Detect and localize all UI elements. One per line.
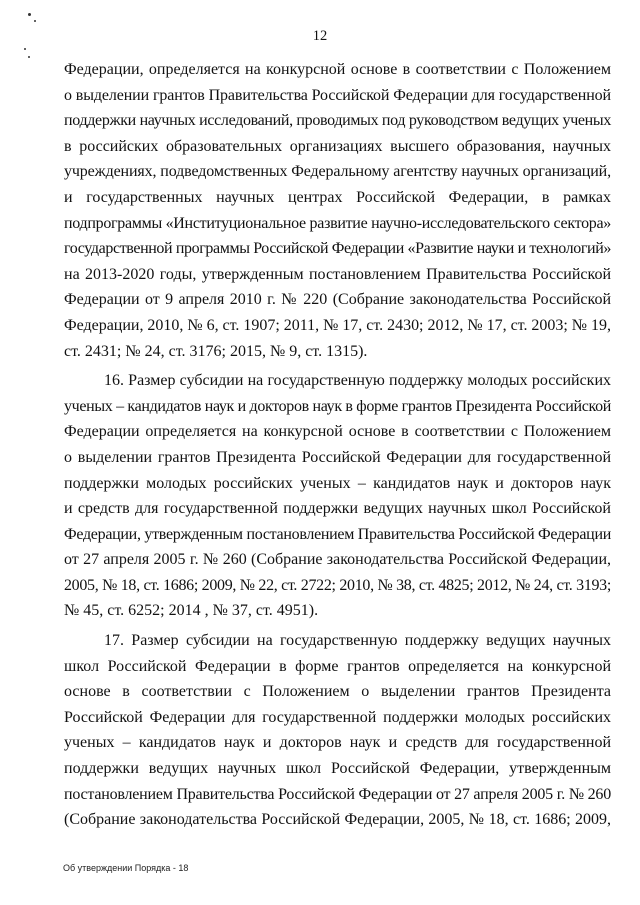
text-line: 16. Размер субсидии на государственную поддержку молодых российских: [104, 372, 611, 390]
text-line: Федерации от 9 апреля 2010 г. № 220 (Собрание законодательства Российской: [64, 291, 611, 309]
scan-speck-4: [28, 56, 30, 58]
text-line: в российских образовательных организациях высшего образования, научных: [64, 137, 611, 155]
text-line: Федерации определяется на конкурсной основе в соответствии с Положением: [64, 423, 611, 441]
text-line: ст. 2431; № 24, ст. 3176; 2015, № 9, ст. 1315).: [64, 342, 368, 360]
text-line: 17. Размер субсидии на государственную поддержку ведущих научных: [104, 632, 611, 650]
page-number: 12: [312, 28, 328, 44]
text-line: и средств для государственной поддержки ведущих научных школ Российской: [64, 500, 611, 518]
text-line: и государственных научных центрах Российской Федерации, в рамках: [64, 188, 611, 206]
scan-speck-1: [28, 13, 31, 16]
text-line: постановлением Правительства Российской Федерации от 27 апреля 2005 г. № 260: [64, 785, 612, 803]
text-line: на 2013-2020 годы, утвержденным постановлением Правительства Российской: [64, 265, 611, 283]
text-line: Федерации, определяется на конкурсной основе в соответствии с Положением: [64, 61, 611, 78]
scan-speck-3: [24, 48, 26, 50]
text-line: поддержки научных исследований, проводимых под руководством ведущих ученых: [64, 112, 612, 130]
text-line: подпрограммы «Институциональное развитие научно-исследовательского сектора»: [64, 214, 611, 232]
text-line: основе в соответствии с Положением о выделении грантов Президента: [64, 683, 611, 701]
text-line: поддержки молодых российских ученых – кандидатов наук и докторов наук: [64, 474, 611, 492]
text-line: Российской Федерации для государственной поддержки молодых российских: [64, 708, 611, 726]
text-line: ученых – кандидатов наук и докторов наук и средств для государственной: [64, 734, 611, 752]
text-line: поддержки ведущих научных школ Российской Федерации, утвержденным: [64, 760, 611, 778]
text-line: школ Российской Федерации в форме грантов определяется на конкурсной: [64, 657, 611, 675]
scan-speck-2: [34, 20, 36, 22]
text-line: Федерации, 2010, № 6, ст. 1907; 2011, № 17, ст. 2430; 2012, № 17, ст. 2003; № 19,: [64, 316, 611, 334]
paragraph-17: [64, 628, 611, 833]
text-line: (Собрание законодательства Российской Федерации, 2005, № 18, ст. 1686; 2009,: [64, 811, 611, 829]
paragraph-continuation: [64, 57, 611, 364]
document-body: [64, 57, 611, 833]
text-line: 2005, № 18, ст. 1686; 2009, № 22, ст. 2722; 2010, № 38, ст. 4825; 2012, № 24, ст. 3193;: [64, 576, 612, 594]
text-line: государственной программы Российской Федерации «Развитие науки и технологий»: [64, 240, 612, 258]
text-line: № 45, ст. 6252; 2014 , № 37, ст. 4951).: [64, 602, 319, 620]
text-line: Федерации, утвержденным постановлением Правительства Российской Федерации: [64, 525, 611, 543]
text-line: от 27 апреля 2005 г. № 260 (Собрание законодательства Российской Федерации,: [64, 551, 611, 569]
text-line: ученых – кандидатов наук и докторов наук в форме грантов Президента Российской: [64, 397, 611, 415]
text-line: о выделении грантов Правительства Российской Федерации для государственной: [64, 86, 612, 104]
footer-doc-id: Об утверждении Порядка - 18: [63, 863, 189, 873]
text-line: учреждениях, подведомственных Федеральному агентству научных организаций,: [64, 163, 611, 181]
text-line: о выделении грантов Президента Российской Федерации для государственной: [64, 448, 611, 466]
paragraph-16: [64, 368, 611, 624]
